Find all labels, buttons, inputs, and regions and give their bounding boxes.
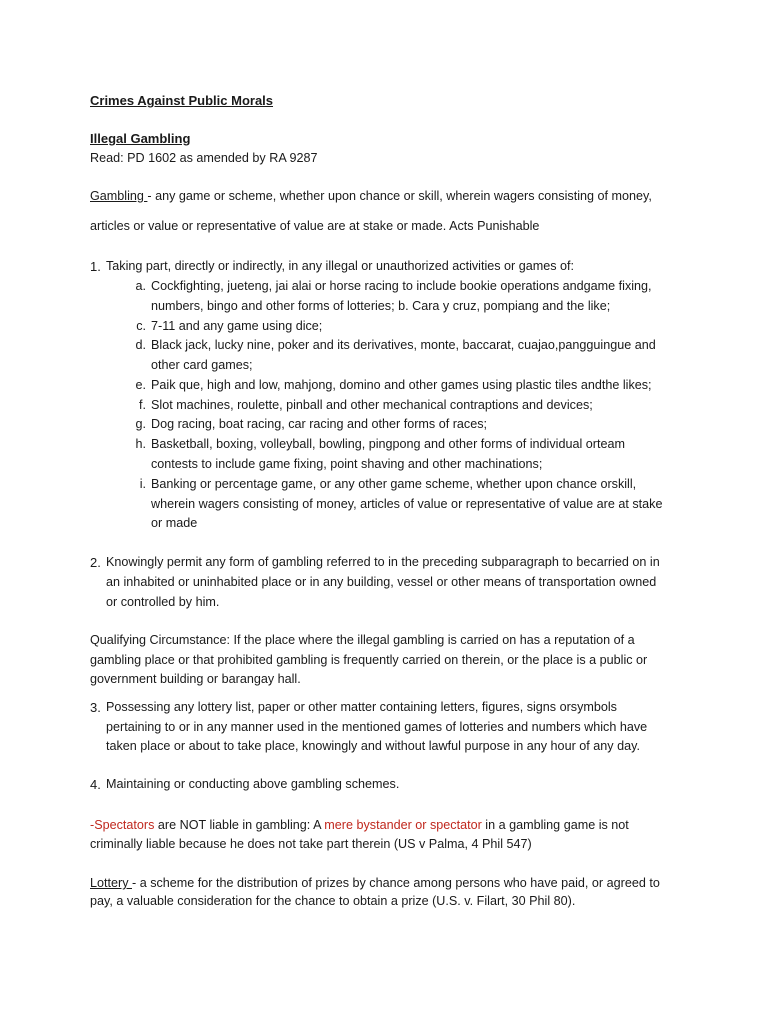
gambling-definition-line1: Gambling - any game or scheme, whether upon chance or skill, wherein wagers consisting of money, <box>90 189 652 203</box>
document-title: Crimes Against Public Morals <box>90 93 274 108</box>
subitem-d-line2: other card games; <box>151 358 253 372</box>
qualifying-line1: Qualifying Circumstance: If the place where the illegal gambling is carried on has a reputation of a <box>90 633 635 647</box>
item-number-4: 4. <box>90 777 101 792</box>
subitem-letter-i: i. <box>139 477 146 491</box>
subitem-letter-g: g. <box>135 417 146 431</box>
item-1-text: Taking part, directly or indirectly, in any illegal or unauthorized activities or games of: <box>106 259 575 273</box>
spectators-line2: criminally liable because he does not take part therein (US v Palma, 4 Phil 547) <box>90 837 532 851</box>
subitem-h-line2: contests to include game fixing, point shaving and other machinations; <box>151 457 543 471</box>
spectators-highlight: -Spectators <box>90 818 155 832</box>
subitem-letter-e: e. <box>135 378 146 392</box>
subitem-a-line2: numbers, bingo and other forms of lotteries; b. Cara y cruz, pompiang and the like; <box>151 299 611 313</box>
item-2-line2: an inhabited or uninhabited place or in any building, vessel or other means of transportation owned <box>106 575 657 589</box>
section-heading: Illegal Gambling <box>90 131 191 146</box>
qualifying-line2: gambling place or that prohibited gambling is frequently carried on therein, or the place is a public or <box>90 653 648 667</box>
subitem-a-line1: Cockfighting, jueteng, jai alai or horse racing to include bookie operations andgame fixing, <box>151 279 652 293</box>
subitem-e-line1: Paik que, high and low, mahjong, domino and other games using plastic tiles andthe likes; <box>151 378 652 392</box>
item-2-line3: or controlled by him. <box>106 595 220 609</box>
item-2-line1: Knowingly permit any form of gambling referred to in the preceding subparagraph to becarried on in <box>106 555 660 569</box>
read-reference: Read: PD 1602 as amended by RA 9287 <box>90 151 318 165</box>
subitem-letter-h: h. <box>135 437 146 451</box>
subitem-d-line1: Black jack, lucky nine, poker and its derivatives, monte, baccarat, cuajao,pangguingue and <box>151 338 656 352</box>
item-3-line1: Possessing any lottery list, paper or other matter containing letters, figures, signs orsymbols <box>106 700 617 714</box>
lottery-definition-line1: Lottery - a scheme for the distribution of prizes by chance among persons who have paid, or agreed to <box>90 876 660 890</box>
item-number-2: 2. <box>90 555 101 570</box>
subitem-h-line1: Basketball, boxing, volleyball, bowling, pingpong and other forms of individual orteam <box>151 437 625 451</box>
lottery-definition-line2: pay, a valuable consideration for the chance to obtain a prize (U.S. v. Filart, 30 Phil 80). <box>90 894 576 908</box>
bystander-highlight: mere bystander or spectator <box>324 818 482 832</box>
item-3-line3: taken place or about to take place, knowingly and without lawful purpose in any hour of any day. <box>106 739 640 753</box>
qualifying-line3: government building or barangay hall. <box>90 672 301 686</box>
subitem-i-line2: wherein wagers consisting of money, articles of value or representative of value are at stake <box>151 497 663 511</box>
item-number-3: 3. <box>90 700 101 715</box>
subitem-f-line1: Slot machines, roulette, pinball and other mechanical contraptions and devices; <box>151 398 593 412</box>
subitem-c-line1: 7-11 and any game using dice; <box>151 319 323 333</box>
subitem-letter-d: d. <box>135 338 146 352</box>
item-4-text: Maintaining or conducting above gambling schemes. <box>106 777 400 791</box>
subitem-letter-f: f. <box>139 398 146 412</box>
spectators-line1: -Spectators are NOT liable in gambling: A mere bystander or spectator in a gambling game is not <box>90 818 629 832</box>
item-3-line2: pertaining to or in any manner used in the mentioned games of lotteries and numbers which have <box>106 720 648 734</box>
subitem-letter-a: a. <box>135 279 146 293</box>
gambling-term: Gambling <box>90 189 148 203</box>
gambling-definition-line2: articles or value or representative of value are at stake or made. Acts Punishable <box>90 219 540 233</box>
subitem-letter-c: c. <box>136 319 146 333</box>
subitem-g-line1: Dog racing, boat racing, car racing and other forms of races; <box>151 417 487 431</box>
subitem-i-line3: or made <box>151 516 198 530</box>
lottery-term: Lottery <box>90 876 132 890</box>
item-number-1: 1. <box>90 259 101 274</box>
subitem-i-line1: Banking or percentage game, or any other game scheme, whether upon chance orskill, <box>151 477 637 491</box>
